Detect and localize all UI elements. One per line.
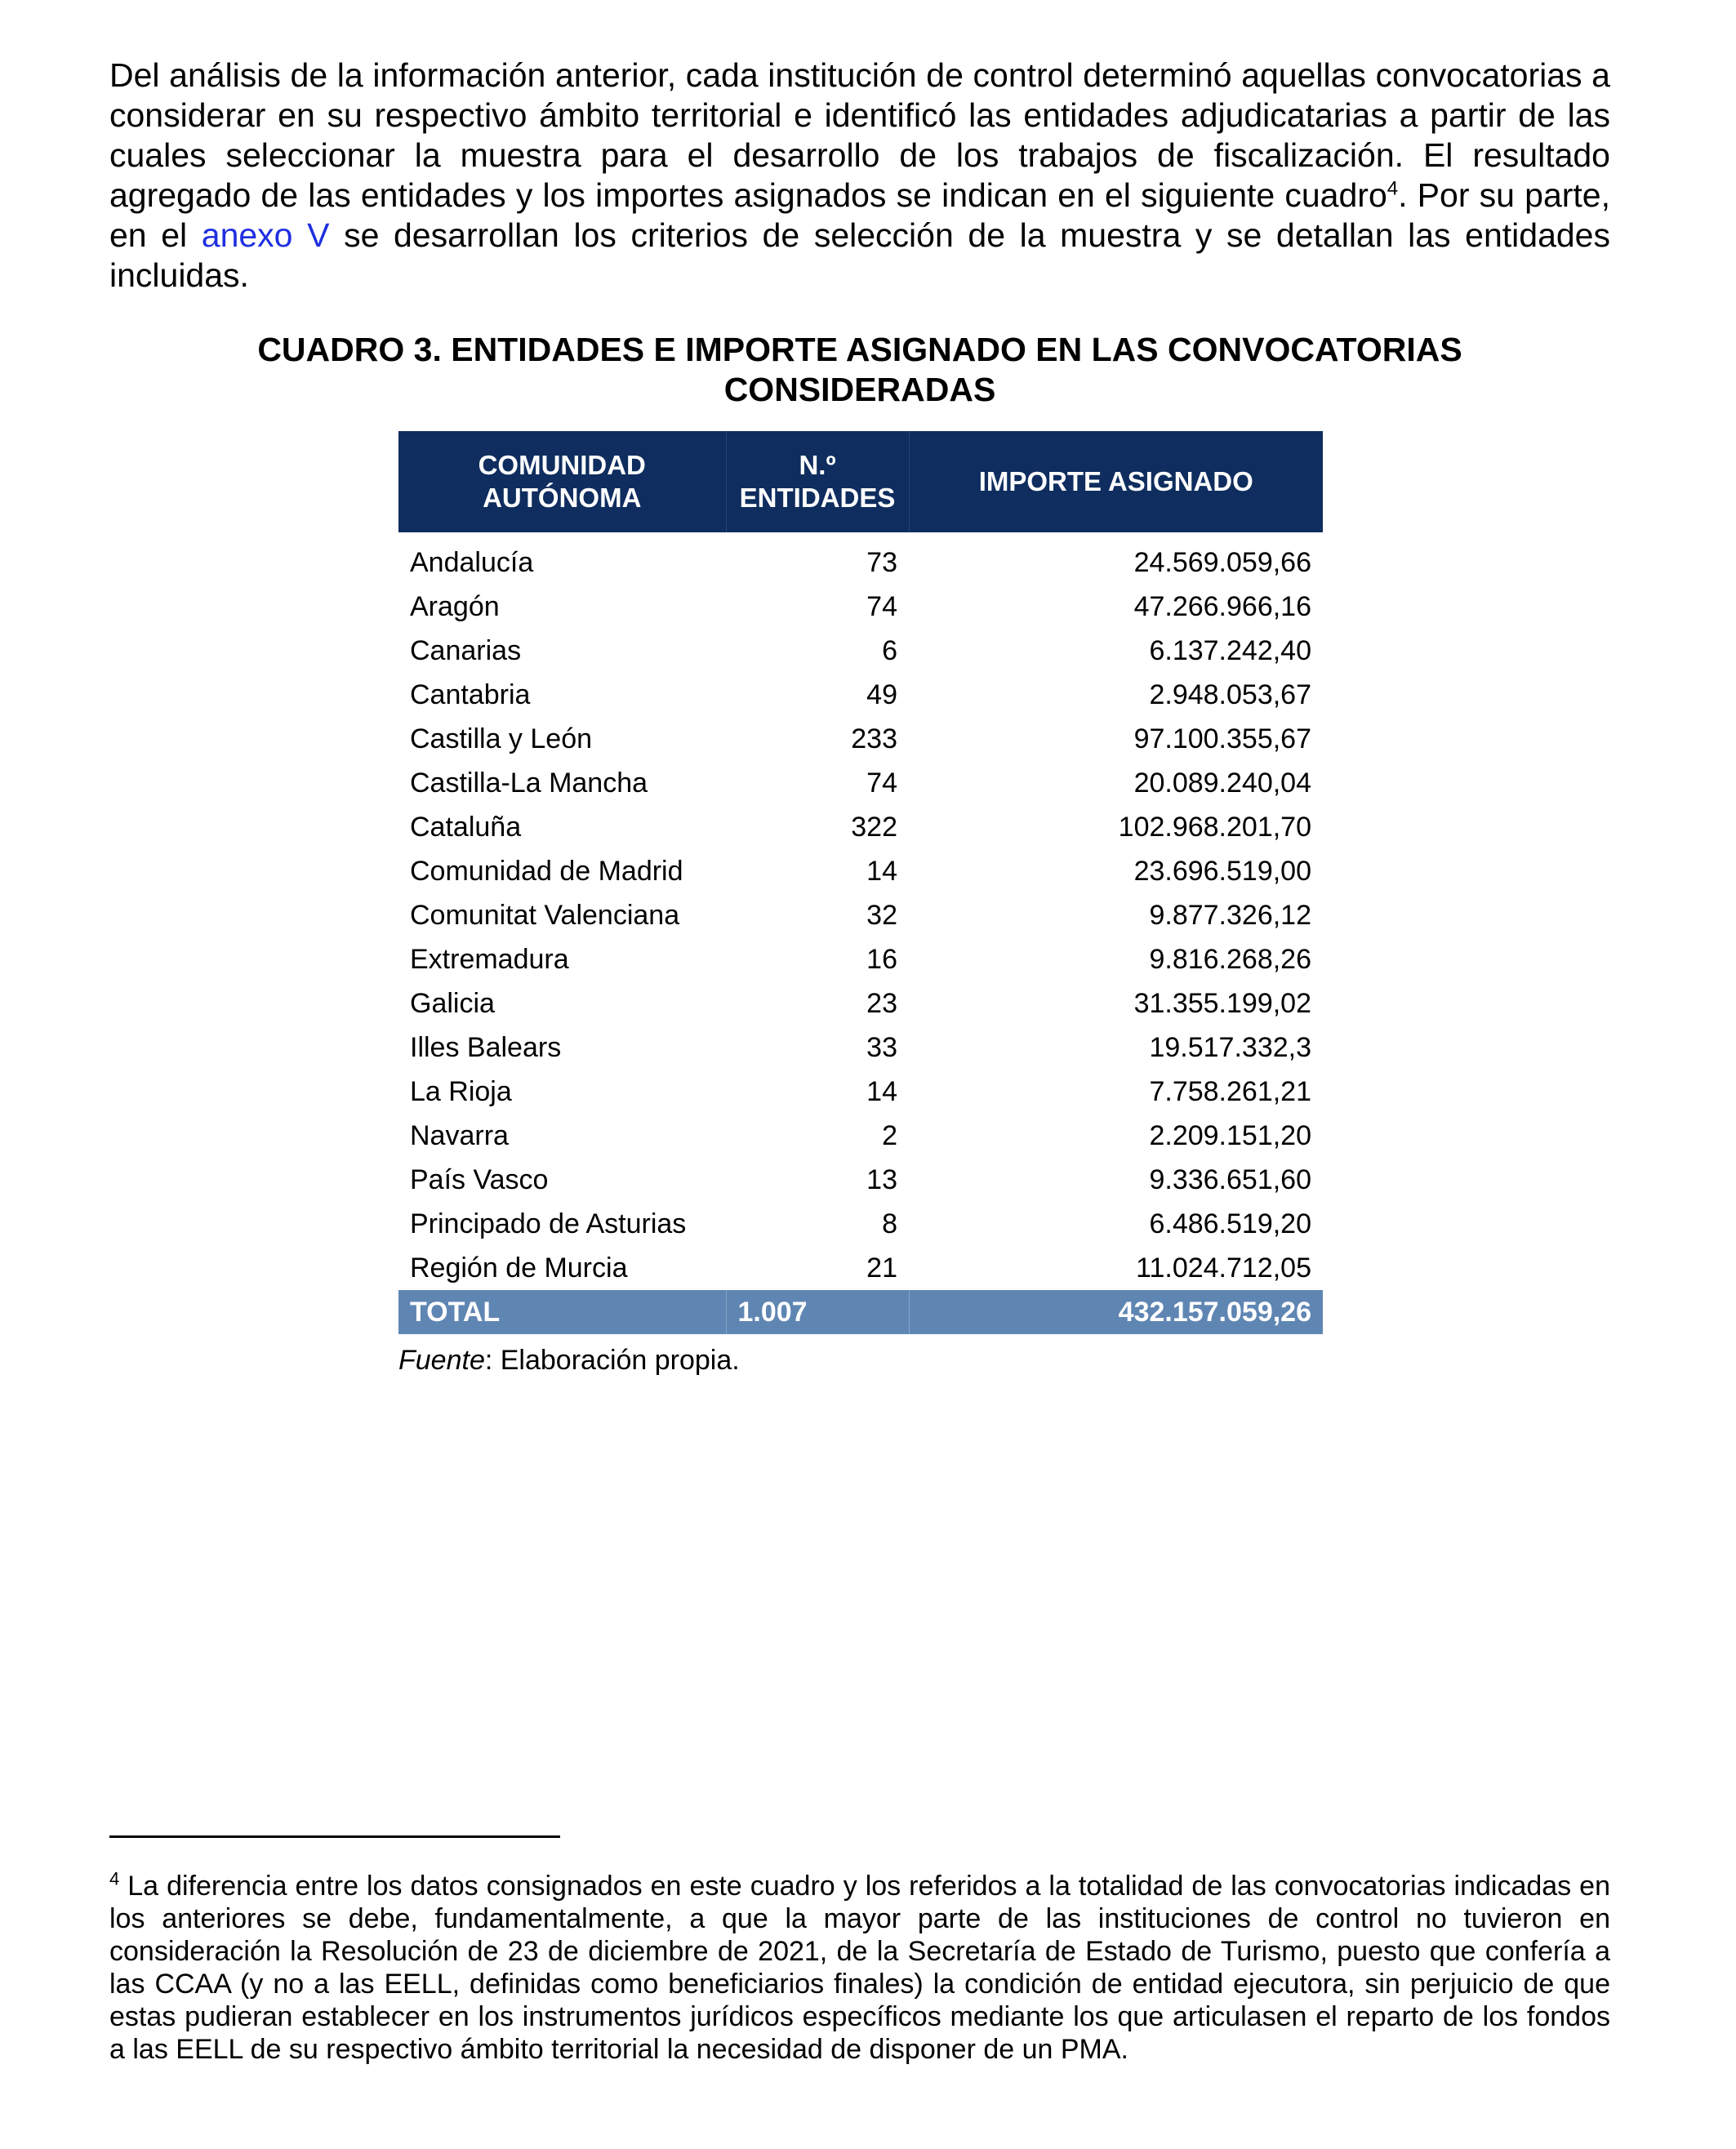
cell-importe: 7.758.261,21 [1149, 1076, 1311, 1107]
footnote-text: La diferencia entre los datos consignados en este cuadro y los referidos a la totalidad de las convocatorias indicadas en los anteriores se debe, fundamentalmente, a que la mayor parte de las instituciones de control no tuvieron en consideración la Resolución de 23 de diciembre de 2021, de la Secretaría de Estado de Turismo, puesto que confería a las CCAA (y no a las EELL, definidas como beneficiarios finales) la condición de entidad ejecutora, sin perjuicio de que estas pudieran establecer en los instrumentos jurídicos específicos mediante los que articulasen el reparto de los fondos a las EELL de su respectivo ámbito territorial la necesidad de disponer de un PMA. [109, 1871, 1610, 2065]
cell-importe: 23.696.519,00 [1133, 856, 1311, 887]
cell-comunidad: Cantabria [410, 679, 531, 710]
cell-importe: 6.137.242,40 [1149, 635, 1311, 666]
cell-importe: 47.266.966,16 [1133, 591, 1311, 622]
cell-comunidad: Andalucía [410, 547, 534, 578]
cell-importe: 102.968.201,70 [1118, 812, 1311, 843]
intro-text-before: Del análisis de la información anterior, cada institución de control determinó aquellas convocatorias a considerar en su respectivo ámbito territorial e identificó las entidades adjudicatarias a partir de las cuales seleccionar la muestra para el desarrollo de los trabajos de fiscalización. El resultado agregado de las entidades y los importes asignados se indican en el siguiente cuadro [109, 56, 1610, 214]
intro-text-after: se desarrollan los criterios de selección de la muestra y se detallan las entidades incluidas. [109, 216, 1610, 294]
footnote [109, 1870, 1610, 2066]
cell-entidades: 2 [882, 1120, 897, 1151]
cell-importe: 9.336.651,60 [1149, 1164, 1311, 1195]
cell-entidades: 49 [866, 679, 897, 710]
cell-entidades: 21 [866, 1252, 897, 1284]
cell-importe: 2.948.053,67 [1149, 679, 1311, 710]
cell-entidades: 16 [866, 944, 897, 975]
table-row [398, 805, 1323, 849]
cell-entidades: 33 [866, 1032, 897, 1063]
cell-entidades: 32 [866, 900, 897, 931]
table-row [398, 937, 1323, 981]
cell-entidades: 13 [866, 1164, 897, 1195]
table-row [398, 1070, 1323, 1114]
table-row [398, 1114, 1323, 1158]
cell-entidades: 6 [882, 635, 897, 666]
intro-paragraph [109, 56, 1610, 296]
cell-entidades: 322 [851, 812, 897, 843]
header-importe: IMPORTE ASIGNADO [909, 431, 1323, 532]
cell-importe: 97.100.355,67 [1133, 723, 1311, 754]
total-amount: 432.157.059,26 [909, 1290, 1323, 1334]
table-header-row [398, 431, 1323, 532]
cell-importe: 11.024.712,05 [1136, 1252, 1311, 1284]
cell-entidades: 14 [866, 856, 897, 887]
total-row [398, 1290, 1323, 1334]
table-body [398, 541, 1323, 1290]
cell-comunidad: Castilla-La Mancha [410, 768, 648, 799]
cell-entidades: 233 [851, 723, 897, 754]
cell-comunidad: Galicia [410, 988, 495, 1019]
table-row [398, 1202, 1323, 1246]
intro-text-middle: . Por su parte, en el [109, 176, 1610, 254]
total-entities: 1.007 [726, 1290, 909, 1334]
table-caption [109, 330, 1610, 410]
table-row [398, 761, 1323, 805]
cell-comunidad: Cataluña [410, 812, 522, 843]
table-row [398, 629, 1323, 673]
cell-comunidad: Extremadura [410, 944, 569, 975]
cell-importe: 24.569.059,66 [1133, 547, 1311, 578]
source-label: Fuente [398, 1345, 485, 1376]
cell-comunidad: Comunitat Valenciana [410, 900, 680, 931]
header-comunidad: COMUNIDAD AUTÓNOMA [398, 431, 726, 532]
cell-importe: 19.517.332,3 [1149, 1032, 1311, 1063]
cell-entidades: 8 [882, 1208, 897, 1239]
caption-line-2: CONSIDERADAS [723, 371, 996, 408]
cell-comunidad: Comunidad de Madrid [410, 856, 683, 887]
caption-line-1: CUADRO 3. ENTIDADES E IMPORTE ASIGNADO EN LAS CONVOCATORIAS [257, 331, 1462, 368]
cell-importe: 31.355.199,02 [1133, 988, 1311, 1019]
footnote-number: 4 [109, 1868, 120, 1889]
table-row [398, 1026, 1323, 1070]
entities-table [398, 431, 1323, 1334]
cell-comunidad: Illes Balears [410, 1032, 562, 1063]
table-row [398, 541, 1323, 585]
cell-entidades: 74 [866, 768, 897, 799]
total-label: TOTAL [398, 1290, 726, 1334]
cell-comunidad: País Vasco [410, 1164, 549, 1195]
cell-importe: 6.486.519,20 [1149, 1208, 1311, 1239]
cell-comunidad: Castilla y León [410, 723, 593, 754]
cell-importe: 2.209.151,20 [1149, 1120, 1311, 1151]
cell-comunidad: La Rioja [410, 1076, 512, 1107]
cell-comunidad: Región de Murcia [410, 1252, 628, 1284]
table-source [398, 1344, 740, 1377]
footnote-divider [109, 1835, 560, 1838]
cell-comunidad: Principado de Asturias [410, 1208, 687, 1239]
cell-entidades: 14 [866, 1076, 897, 1107]
cell-entidades: 73 [866, 547, 897, 578]
table-row [398, 1246, 1323, 1290]
cell-comunidad: Canarias [410, 635, 522, 666]
cell-comunidad: Navarra [410, 1120, 509, 1151]
table-row [398, 673, 1323, 717]
table-row [398, 1158, 1323, 1202]
cell-importe: 20.089.240,04 [1133, 768, 1311, 799]
table-row [398, 893, 1323, 937]
table-row [398, 585, 1323, 629]
annex-link[interactable]: anexo V [201, 216, 330, 254]
table-row [398, 849, 1323, 893]
table-row [398, 717, 1323, 761]
footnote-reference[interactable]: 4 [1387, 177, 1399, 200]
header-entidades: N.º ENTIDADES [726, 431, 909, 532]
table-row [398, 981, 1323, 1026]
cell-entidades: 23 [866, 988, 897, 1019]
cell-importe: 9.816.268,26 [1149, 944, 1311, 975]
source-text: : Elaboración propia. [484, 1345, 740, 1376]
cell-entidades: 74 [866, 591, 897, 622]
cell-comunidad: Aragón [410, 591, 500, 622]
cell-importe: 9.877.326,12 [1149, 900, 1311, 931]
